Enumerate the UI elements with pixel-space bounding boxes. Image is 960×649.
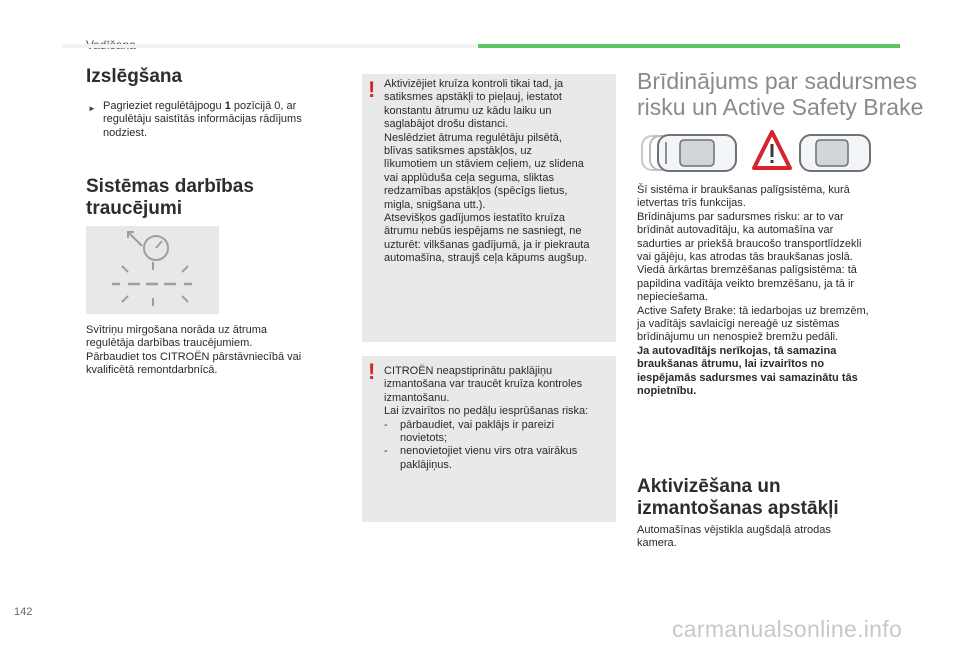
- header-accent-bar: [478, 44, 900, 48]
- activation-description: Automašīnas vējstikla augšdaļā atrodas kamera.: [637, 524, 831, 550]
- heading-collision-warning: Brīdinājums par sadursmes risku un Active Safety Brake: [637, 68, 924, 120]
- warning-exclamation-icon: !: [368, 77, 376, 102]
- watermark: carmanualsonline.info: [672, 616, 903, 642]
- list-item: - pārbaudiet, vai paklājs ir pareizi novietots;: [384, 418, 555, 445]
- instruction-bullet: ► Pagrieziet regulētājpogu 1 pozīcijā 0, ar regulētāju saistītās informācijas rādījums nodziest.: [88, 100, 302, 139]
- warning-exclamation-icon: !: [368, 359, 376, 384]
- page-number: 142: [14, 606, 33, 618]
- heading-sistemas-traucejumi: Sistēmas darbības traucējumi: [86, 176, 254, 219]
- warning-text: CITROËN neapstiprinātu paklājiņu izmantošana var traucēt kruīza kontroles izmantošanu. Lai izvairītos no pedāļu iesprūšanas riska: - pārbaudiet, vai paklājs ir pareizi novietots; - nenovietojiet vienu virs otra vairākus paklājiņus.: [384, 365, 612, 472]
- heading-izslegsana: Izslēgšana: [86, 66, 183, 87]
- list-item: - nenovietojiet vienu virs otra vairākus paklājiņus.: [384, 445, 578, 471]
- heading-activation-conditions: Aktivizēšana un izmantošanas apstākļi: [637, 476, 839, 519]
- arrow-bullet-icon: ►: [88, 104, 96, 113]
- warning-box-floor-mats: [362, 356, 616, 522]
- collision-warning-illustration: [640, 128, 874, 178]
- header-divider: [62, 44, 477, 48]
- warning-text: Aktivizējiet kruīza kontroli tikai tad, ja satiksmes apstākļi to pieļauj, iestatot konstantu ātrumu uz kādu laiku un saglabājot drošu distanci. Neslēdziet ātruma regulētāju pilsētā, blīvas satiksmes apstākļos, uz līkumotiem un stāviem ceļiem, uz slidena vai applūduša ceļa seguma, sliktas redzamības apstākļos (spēcīgs lietus, migla, snigšana utt.). Atsevišķos gadījumos iestatīto kruīza ātrumu nebūs iespējams ne sasniegt, ne uzturēt: vilkšanas gadījumā, ja ir piekrauta automašīna, straujš ceļa kāpums augšup.: [384, 78, 590, 265]
- speedometer-dashes-icon: [86, 226, 219, 314]
- collision-warning-description: Šī sistēma ir braukšanas palīgsistēma, kurā ietvertas trīs funkcijas. Brīdinājums par sadursmes risku: ar to var brīdināt autovadītāju, ka automašīna var sadurties ar priekšā braucošo transportlīdzekli vai gājēju, kas atrodas tās braukšanas joslā. Viedā ārkārtas bremzēšanas palīgsistēma: tā papildina vadītāja veikto bremzēšanu, ja tā ir nepieciešama. Active Safety Brake: tā iedarbojas uz bremzēm, ja vadītājs savlaicīgi nereaģē uz sistēmas brīdinājumu un nenospiež bremžu pedāli. Ja autovadītājs nerīkojas, tā samazina braukšanas ātrumu, lai izvairītos no iespējamās sadursmes vai samazinātu tās nopietnību.: [637, 184, 869, 398]
- fault-description: Svītriņu mirgošana norāda uz ātruma regulētāja darbības traucējumiem. Pārbaudiet tos CITROËN pārstāvniecībā vai kvalificētā remontdarbnīcā.: [86, 324, 302, 377]
- speedometer-fault-illustration: [86, 226, 219, 314]
- warning-box-cruise-control: [362, 74, 616, 342]
